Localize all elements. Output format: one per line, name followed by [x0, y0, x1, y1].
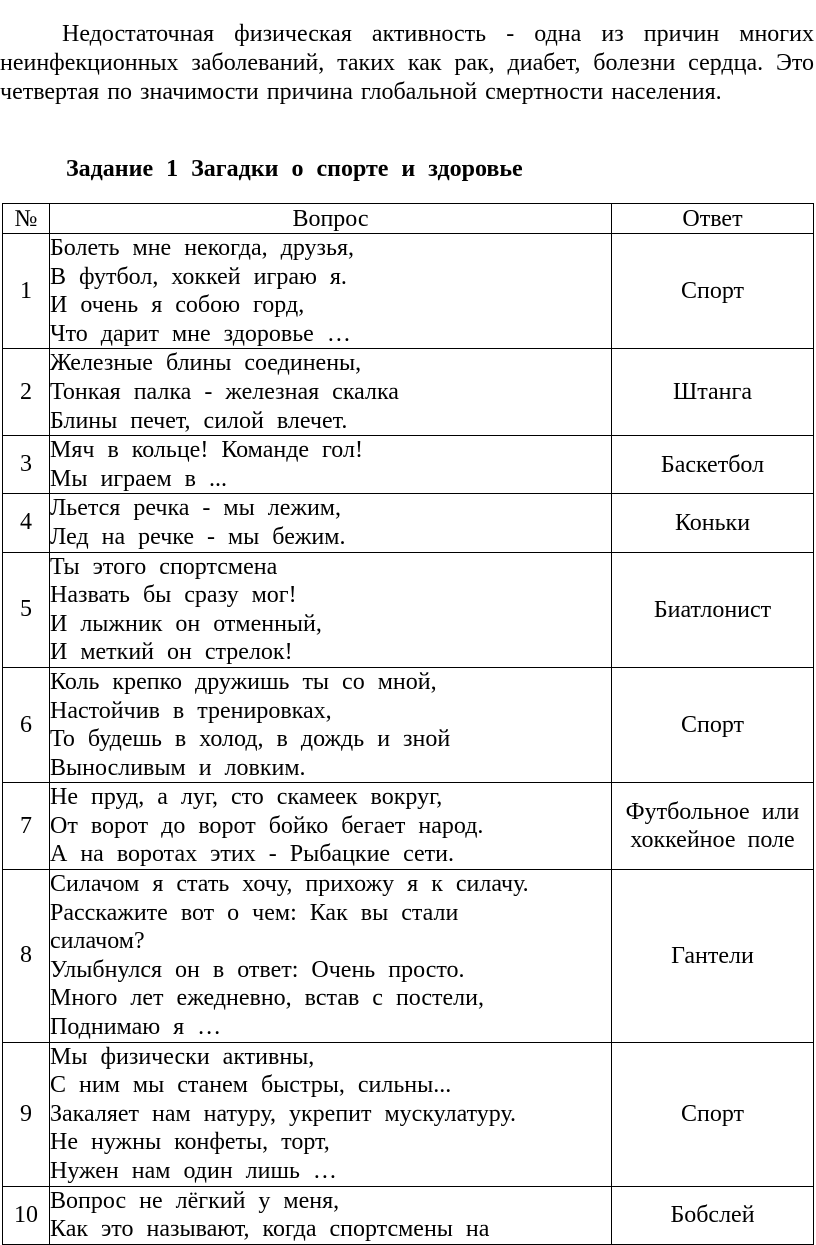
riddle-line: От ворот до ворот бойко бегает народ.	[50, 812, 484, 839]
riddle-text	[50, 349, 612, 436]
riddle-line: То будешь в холод, в дождь и зной	[50, 726, 451, 753]
riddle-text	[50, 667, 612, 782]
riddle-line: Тонкая палка - железная скалка	[50, 378, 399, 405]
riddle-line: Что дарит мне здоровье …	[50, 320, 351, 347]
riddle-line: Не нужны конфеты, торт,	[50, 1129, 330, 1156]
riddle-text	[50, 1186, 612, 1244]
riddle-line: Улыбнулся он в ответ: Очень просто.	[50, 956, 465, 983]
riddle-text	[50, 783, 612, 870]
riddle-line: В футбол, хоккей играю я.	[50, 263, 347, 290]
riddle-line: Настойчив в тренировках,	[50, 697, 332, 724]
row-number: 7	[3, 783, 50, 870]
riddle-answer: Футбольное или хоккейное поле	[612, 783, 814, 870]
table-header-row	[3, 204, 814, 234]
riddle-line: Мы физически активны,	[50, 1043, 315, 1070]
header-answer: Ответ	[612, 204, 814, 234]
riddle-line: Лед на речке - мы бежим.	[50, 523, 346, 550]
riddle-line: Болеть мне некогда, друзья,	[50, 235, 355, 261]
table-row	[3, 870, 814, 1043]
row-number: 5	[3, 552, 50, 667]
riddle-text	[50, 1042, 612, 1186]
riddle-answer: Штанга	[612, 349, 814, 436]
riddle-line: Назвать бы сразу мог!	[50, 582, 297, 609]
riddle-text	[50, 234, 612, 349]
table-row	[3, 1186, 814, 1244]
riddle-line: С ним мы станем быстры, сильны...	[50, 1072, 452, 1099]
row-number: 1	[3, 234, 50, 349]
riddle-answer: Коньки	[612, 494, 814, 552]
header-question: Вопрос	[50, 204, 612, 234]
riddle-answer: Спорт	[612, 667, 814, 782]
table-row	[3, 494, 814, 552]
row-number: 6	[3, 667, 50, 782]
riddle-text	[50, 494, 612, 552]
riddle-line: Мяч в кольце! Команде гол!	[50, 437, 363, 464]
riddle-text	[50, 552, 612, 667]
riddle-text	[50, 436, 612, 494]
table-row	[3, 783, 814, 870]
riddle-line: Выносливым и ловким.	[50, 754, 306, 781]
table-row	[3, 436, 814, 494]
riddle-line: И лыжник он отменный,	[50, 610, 322, 637]
table-row	[3, 234, 814, 349]
header-number: №	[3, 204, 50, 234]
riddle-line: Не пруд, а луг, сто скамеек вокруг,	[50, 784, 443, 811]
riddle-answer: Спорт	[612, 234, 814, 349]
riddle-line: Ты этого спортсмена	[50, 553, 278, 580]
riddle-line: Много лет ежедневно, встав с постели,	[50, 985, 484, 1012]
riddle-line: А на воротах этих - Рыбацкие сети.	[50, 841, 455, 868]
riddle-answer: Биатлонист	[612, 552, 814, 667]
row-number: 9	[3, 1042, 50, 1186]
riddle-line: И очень я собою горд,	[50, 292, 305, 319]
table-row	[3, 667, 814, 782]
riddle-line: Льется речка - мы лежим,	[50, 495, 341, 522]
riddles-table	[2, 203, 814, 1245]
riddle-answer: Гантели	[612, 870, 814, 1043]
riddle-line: Вопрос не лёгкий у меня,	[50, 1187, 340, 1214]
row-number: 2	[3, 349, 50, 436]
row-number: 10	[3, 1186, 50, 1244]
riddle-line: Коль крепко дружишь ты со мной,	[50, 668, 437, 695]
row-number: 8	[3, 870, 50, 1043]
riddle-line: Расскажите вот о чем: Как вы стали силачом?	[50, 899, 459, 955]
intro-paragraph: Недостаточная физическая активность - одна из причин многих неинфекционных заболеваний, таких как рак, диабет, болезни сердца. Это четвертая по значимости причина глобальной смертности населения.	[0, 21, 814, 105]
riddle-answer: Спорт	[612, 1042, 814, 1186]
riddle-line: Силачом я стать хочу, прихожу я к силачу.	[50, 871, 529, 898]
task-title: Задание 1 Загадки о спорте и здоровье	[66, 156, 523, 182]
riddle-line: Блины печет, силой влечет.	[50, 407, 348, 434]
row-number: 3	[3, 436, 50, 494]
riddle-line: Поднимаю я …	[50, 1014, 222, 1041]
row-number: 4	[3, 494, 50, 552]
riddle-line: Нужен нам один лишь …	[50, 1158, 337, 1184]
table-row	[3, 349, 814, 436]
riddle-line: Как это называют, когда спортсмены на	[50, 1216, 490, 1243]
riddle-answer: Баскетбол	[612, 436, 814, 494]
riddle-line: Железные блины соединены,	[50, 350, 362, 377]
riddle-line: Закаляет нам натуру, укрепит мускулатуру.	[50, 1100, 517, 1127]
riddle-line: Мы играем в ...	[50, 465, 227, 492]
table-row	[3, 552, 814, 667]
riddle-text	[50, 870, 612, 1043]
riddle-line: И меткий он стрелок!	[50, 639, 293, 666]
table-row	[3, 1042, 814, 1186]
riddle-answer: Бобслей	[612, 1186, 814, 1244]
